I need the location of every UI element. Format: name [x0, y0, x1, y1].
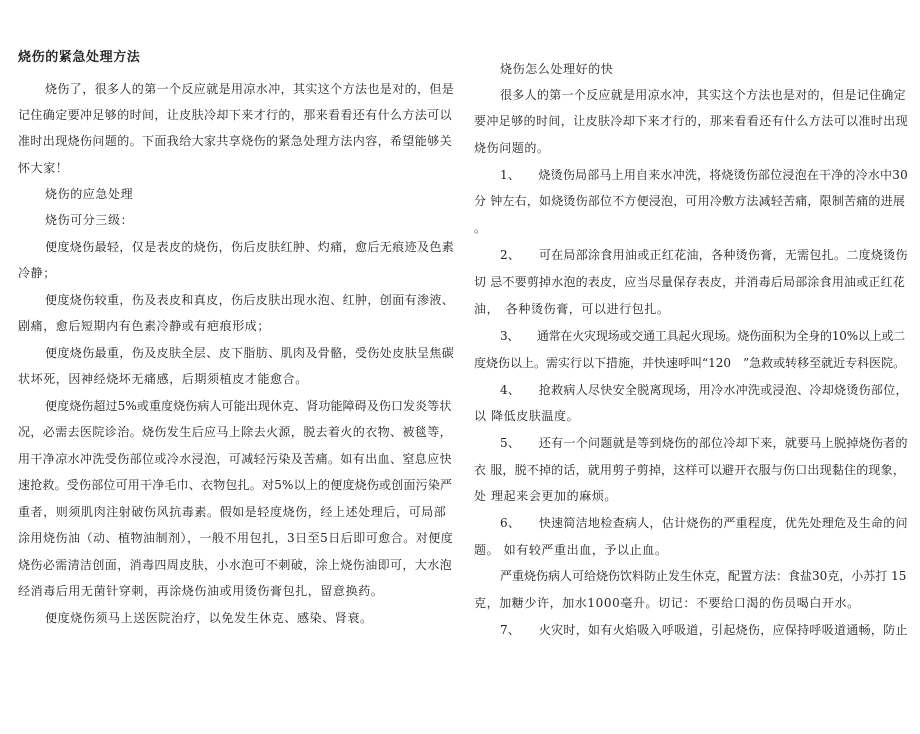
right-text-line: 以 降低皮肤温度。 [474, 409, 580, 423]
left-text-line: 烧伤必需清洁创面，消毒四周皮肤，小水泡可不刺破，涂上烧伤油即可，大水泡 [18, 558, 453, 572]
right-text-line: 切 忌不要剪掉水泡的表皮，应当尽量保存表皮，并消毒后局部涂食用油或正红花 [474, 275, 906, 289]
left-text-line: 况，必需去医院诊治。烧伤发生后应马上除去火源，脱去着火的衣物、被毯等， [18, 425, 453, 439]
left-text-line: 烧伤的应急处理 [45, 187, 134, 201]
left-text-line: 烧伤可分三级： [45, 213, 134, 227]
right-text-line: 很多人的第一个反应就是用凉水冲，其实这个方法也是对的，但是记住确定 [500, 88, 906, 102]
left-text-line: 怀大家！ [18, 161, 69, 175]
right-text-line: 7、 火灾时，如有火焰吸入呼吸道，引起烧伤，应保持呼吸道通畅，防止 [500, 623, 908, 637]
right-text-line: 1、 烧烫伤局部马上用自来水冲洗，将烧烫伤部位浸泡在干净的冷水中30 [500, 168, 908, 182]
right-text-line: 6、 快速简洁地检查病人，估计烧伤的严重程度，优先处理危及生命的问 [500, 516, 908, 530]
left-text-line: 涂用烧伤油（动、植物油制剂），一般不用包扎，3日至5日后即可愈合。对便度 [18, 531, 454, 545]
left-text-line: 烧伤了，很多人的第一个反应就是用凉水冲，其实这个方法也是对的，但是 [45, 82, 455, 96]
left-text-line: 记住确定要冲足够的时间，让皮肤冷却下来才行的，那来看看还有什么方法可以 [18, 108, 453, 122]
left-text-line: 便度烧伤超过5%或重度烧伤病人可能出现休克、肾功能障碍及伤口发炎等状 [45, 399, 452, 413]
right-text-line: 。 [474, 221, 487, 235]
left-text-line: 剧痛，愈后短期内有色素冷静或有疤痕形成； [18, 319, 271, 333]
right-text-line: 烧伤问题的。 [474, 141, 550, 155]
left-text-line: 重者，则须肌肉注射破伤风抗毒素。假如是轻度烧伤，经上述处理后，可局部 [18, 505, 447, 519]
right-text-line: 克，加糖少许，加水1000毫升。切记：不要给口渴的伤员喝白开水。 [474, 596, 860, 610]
left-text-line: 速抢救。受伤部位可用干净毛巾、衣物包扎。对5%以上的便度烧伤或创面污染严 [18, 478, 453, 492]
right-text-line: 度烧伤以上。需实行以下措施，并快速呼叫“120 ”急救或转移至就近专科医院。 [474, 356, 906, 370]
left-text-line: 经消毒后用无菌针穿刺，再涂烧伤油或用烫伤膏包扎，留意换药。 [18, 584, 384, 598]
left-text-line: 便度烧伤最轻，仅是表皮的烧伤，伤后皮肤红肿、灼痛，愈后无痕迹及色素 [45, 240, 455, 254]
right-text-line: 题。 如有较严重出血，予以止血。 [474, 543, 668, 557]
left-text-line: 便度烧伤较重，伤及表皮和真皮，伤后皮肤出现水泡、红肿，创面有渗液、 [45, 293, 455, 307]
left-text-line: 冷静； [18, 266, 56, 280]
right-text-line: 4、 抢救病人尽快安全脱离现场，用冷水冲洗或浸泡、冷却烧烫伤部位， [500, 383, 908, 397]
right-text-line: 要冲足够的时间，让皮肤冷却下来才行的，那来看看还有什么方法可以准时出现 [474, 114, 909, 128]
right-text-line: 油， 各种烫伤膏，可以进行包扎。 [474, 302, 670, 316]
right-text-line: 分 钟左右，如烧烫伤部位不方便浸泡，可用冷敷方法减轻苦痛，限制苦痛的进展 [474, 194, 906, 208]
right-text-line: 处 理起来会更加的麻烦。 [474, 489, 618, 503]
left-text-line: 用干净凉水冲洗受伤部位或冷水浸泡，可减轻污染及苦痛。如有出血、窒息应快 [18, 452, 453, 466]
left-text-line: 准时出现烧伤问题的。下面我给大家共享烧伤的紧急处理方法内容，希望能够关 [18, 134, 453, 148]
left-text-line: 状坏死，因神经烧坏无痛感，后期须植皮才能愈合。 [18, 372, 308, 386]
right-text-line: 5、 还有一个问题就是等到烧伤的部位冷却下来，就要马上脱掉烧伤者的 [500, 436, 908, 450]
left-text-line: 便度烧伤最重，伤及皮肤全层、皮下脂肪、肌肉及骨骼，受伤处皮肤呈焦碳 [45, 346, 455, 360]
right-text-line: 严重烧伤病人可给烧伤饮料防止发生休克，配置方法：食盐30克，小苏打 15 [500, 569, 907, 583]
right-text-line: 烧伤怎么处理好的快 [500, 62, 614, 76]
right-text-line: 衣 服，脱不掉的话，就用剪子剪掉，这样可以避开衣服与伤口出现黏住的现象， [474, 463, 906, 477]
left-text-line: 便度烧伤须马上送医院治疗，以免发生休克、感染、肾衰。 [45, 611, 373, 625]
right-text-line: 2、 可在局部涂食用油或正红花油，各种烫伤膏，无需包扎。二度烧烫伤 [500, 248, 908, 262]
right-text-line: 3、 通常在火灾现场或交通工具起火现场。烧伤面积为全身的10%以上或二 [500, 329, 906, 343]
article-title: 烧伤的紧急处理方法 [18, 50, 141, 65]
